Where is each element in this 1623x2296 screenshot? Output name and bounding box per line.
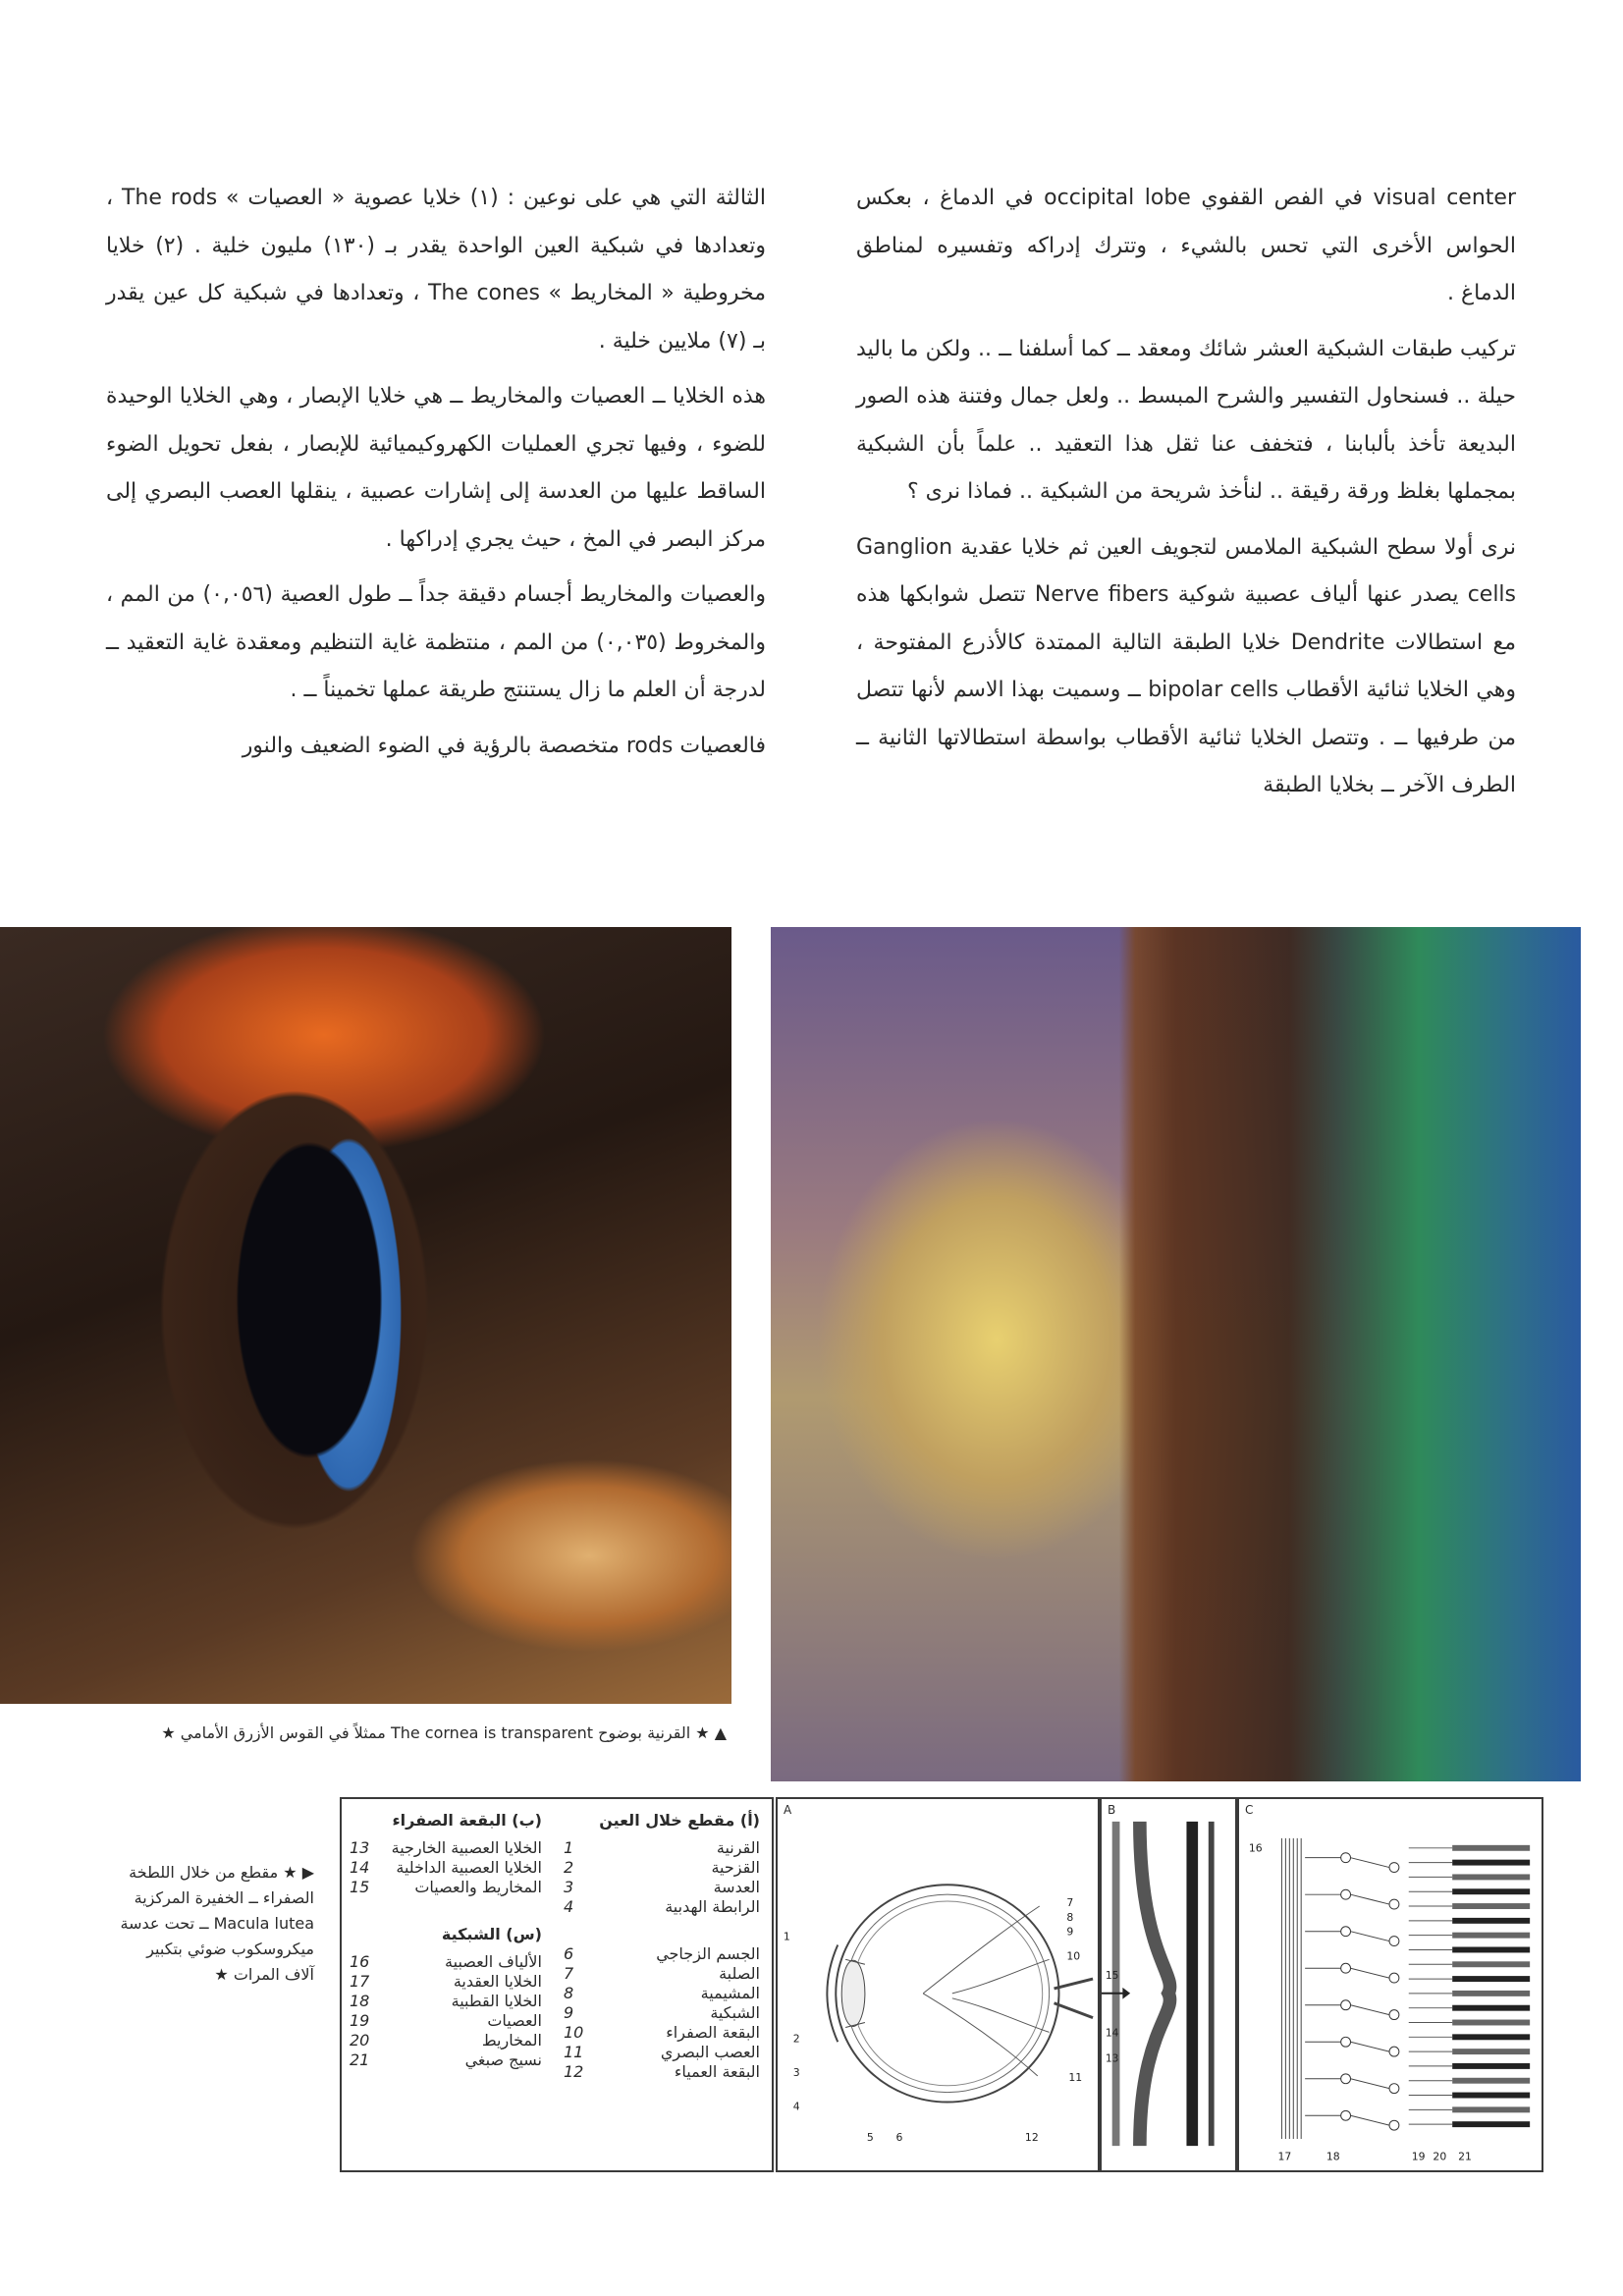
legend-item-label: العصيات xyxy=(487,2011,542,2030)
legend-item xyxy=(564,1858,760,1878)
ganglion-cell xyxy=(1341,2074,1351,2084)
legend-item xyxy=(564,2023,760,2043)
diagram-callout-number: 9 xyxy=(1066,1925,1074,1939)
legend-item-label: الصلبة xyxy=(719,1964,760,1983)
legend-item-number: 1 xyxy=(564,1838,574,1857)
cell-connection xyxy=(1351,1894,1389,1904)
legend-item xyxy=(564,2062,760,2082)
photoreceptor xyxy=(1452,1888,1530,1894)
legend-item-number: 19 xyxy=(350,2011,370,2030)
ganglion-cell xyxy=(1341,1889,1351,1899)
photoreceptor xyxy=(1452,2093,1530,2099)
legend-item-number: 18 xyxy=(350,1992,370,2010)
legend-column-eye-section xyxy=(564,1811,760,2082)
ganglion-cell xyxy=(1341,2037,1351,2047)
legend-item-label: الجسم الزجاجي xyxy=(656,1944,760,1963)
left-text-column xyxy=(106,175,766,778)
legend-item-label: العصب البصري xyxy=(660,2043,760,2061)
ganglion-cell xyxy=(1341,1927,1351,1937)
bipolar-cell xyxy=(1389,1863,1399,1873)
retina-cell-network xyxy=(1239,1799,1542,2170)
paragraph: تركيب طبقات الشبكية العشر شائك ومعقد ــ كما أسلفنا ــ .. ولكن ما باليد حيلة .. فسنحاول التفسير والشرح المبسط .. ولعل جمال وفتنة هذه الصور البديعة تأخذ بألبابنا ، فتخفف عنا ثقل هذا التعقيد .. علماً بأن الشبكية بمجملها بغلظ ورقة رقيقة .. لنأخذ شريحة من الشبكية .. فماذا نرى ؟ xyxy=(856,336,1516,504)
diagram-callout-number: 14 xyxy=(1105,2026,1119,2040)
legend-item-label: الشبكية xyxy=(710,2003,760,2022)
photoreceptor xyxy=(1452,1976,1530,1982)
legend-item xyxy=(564,1878,760,1897)
legend-title: (س) الشبكية xyxy=(441,1925,542,1943)
photoreceptor xyxy=(1452,2106,1530,2112)
legend-item-number: 16 xyxy=(350,1952,370,1971)
legend-item xyxy=(350,1952,542,1972)
legend-item-number: 2 xyxy=(564,1858,574,1877)
legend-item-number: 6 xyxy=(564,1944,574,1963)
photoreceptor xyxy=(1452,2005,1530,2011)
legend-item-label: الخلايا القطبية xyxy=(451,1992,542,2010)
legend-item-number: 8 xyxy=(564,1984,574,2002)
legend-item-number: 21 xyxy=(350,2050,370,2069)
legend-item-label: الخلايا العصبية الداخلية xyxy=(396,1858,542,1877)
diagram-callout-number: 19 xyxy=(1411,2150,1426,2163)
diagram-callout-number: 12 xyxy=(1024,2131,1039,2145)
retina-cells-diagram xyxy=(1237,1797,1543,2172)
bipolar-cell xyxy=(1389,2084,1399,2094)
diagram-callout-number: 7 xyxy=(1066,1895,1074,1909)
cell-connection xyxy=(1351,2115,1389,2125)
ganglion-cell xyxy=(1341,2110,1351,2120)
legend-item-number: 14 xyxy=(350,1858,370,1877)
eye-cross-section xyxy=(778,1799,1098,2170)
legend-item-label: المخاريط والعصيات xyxy=(414,1878,542,1896)
cell-connection xyxy=(1351,2005,1389,2015)
legend-item-number: 12 xyxy=(564,2062,584,2081)
legend-item-number: 4 xyxy=(564,1897,574,1916)
diagram-callout-number: 5 xyxy=(866,2131,874,2145)
paragraph: فالعصيات rods متخصصة بالرؤية في الضوء الضعيف والنور xyxy=(242,733,766,758)
diagram-callout-number: 10 xyxy=(1066,1949,1081,1963)
photoreceptor xyxy=(1452,1903,1530,1909)
photoreceptor xyxy=(1452,2078,1530,2084)
diagram-callout-number: 13 xyxy=(1105,2051,1119,2065)
right-text-column xyxy=(856,175,1516,818)
cell-connection xyxy=(1351,1858,1389,1868)
legend-item xyxy=(564,2003,760,2023)
legend-item-label: البقعة العمياء xyxy=(674,2062,760,2081)
legend-item xyxy=(350,1992,542,2011)
diagram-callout-number: 4 xyxy=(792,2100,800,2113)
bipolar-cell xyxy=(1389,1899,1399,1909)
legend-item xyxy=(350,1878,542,1897)
legend-item xyxy=(564,1964,760,1984)
panel-label: C xyxy=(1245,1803,1254,1817)
eye-cornea-photo xyxy=(0,927,731,1704)
legend-item-number: 11 xyxy=(564,2043,584,2061)
diagram-legend xyxy=(340,1797,774,2172)
cell-connection xyxy=(1351,2042,1389,2051)
legend-item xyxy=(564,1984,760,2003)
legend-column-macula xyxy=(350,1811,542,2070)
macula-layers xyxy=(1102,1799,1235,2170)
legend-item xyxy=(564,1897,760,1917)
diagram-callout-number: 6 xyxy=(895,2131,903,2145)
photoreceptor xyxy=(1452,2034,1530,2040)
photoreceptor xyxy=(1452,1845,1530,1851)
ganglion-cell xyxy=(1341,1963,1351,1973)
legend-item xyxy=(350,1838,542,1858)
diagram-callout-number: 21 xyxy=(1458,2150,1472,2163)
macula-diagram xyxy=(1100,1797,1237,2172)
diagram-callout-number: 1 xyxy=(783,1930,790,1943)
macula-caption: ▶ ★ مقطع من خلال اللطخة الصفراء ــ الخفيرة المركزية Macula lutea ــ تحت عدسة ميكروسكوب ضوئي بتكبير آلاف المرات ★ xyxy=(120,1863,314,1984)
photoreceptor xyxy=(1452,2020,1530,2026)
photoreceptor xyxy=(1452,1860,1530,1866)
diagram-callout-number: 2 xyxy=(792,2032,800,2046)
legend-item xyxy=(350,1858,542,1878)
diagram-callout-number: 11 xyxy=(1068,2070,1083,2084)
legend-item-number: 20 xyxy=(350,2031,370,2050)
bipolar-cell xyxy=(1389,2010,1399,2020)
legend-item-label: المخاريط xyxy=(481,2031,542,2050)
bipolar-cell xyxy=(1389,2120,1399,2130)
eye-photo-caption: ▲ ★ القرنية بوضوح The cornea is transparent ممثلاً في القوس الأزرق الأمامي ★ xyxy=(161,1723,727,1742)
panel-label: B xyxy=(1108,1803,1116,1817)
legend-item-number: 7 xyxy=(564,1964,574,1983)
ganglion-cell xyxy=(1341,2000,1351,2010)
photoreceptor xyxy=(1452,2121,1530,2127)
paragraph: هذه الخلايا ــ العصيات والمخاريط ــ هي خلايا الإبصار ، وهي الخلايا الوحيدة للضوء ، وفيها تجري العمليات الكهروكيميائية للإبصار ، بفعل تحويل الضوء الساقط عليها من العدسة إلى إشارات عصبية ، ينقلها العصب البصري إلى مركز البصر في المخ ، حيث يجري إدراكها . xyxy=(106,384,766,552)
photoreceptor xyxy=(1452,2049,1530,2054)
legend-item xyxy=(350,1972,542,1992)
legend-item xyxy=(564,2043,760,2062)
paragraph: والعصيات والمخاريط أجسام دقيقة جداً ــ طول العصية (٠,٠٥٦) من المم ، والمخروط (٠,٠٣٥) من المم ، منتظمة غاية التنظيم ومعقدة غاية التعقيد ــ لدرجة أن العلم ما زال يستنتج طريقة عملها تخميناً ــ . xyxy=(106,582,766,702)
legend-item-label: الرابطة الهدبية xyxy=(665,1897,760,1916)
legend-item-number: 10 xyxy=(564,2023,584,2042)
bipolar-cell xyxy=(1389,2047,1399,2056)
legend-item-label: الألياف العصبية xyxy=(445,1952,542,1971)
cell-connection xyxy=(1351,1968,1389,1978)
legend-item-label: الخلايا العصبية الخارجية xyxy=(391,1838,542,1857)
photoreceptor xyxy=(1452,1874,1530,1880)
paragraph: visual center في الفص القفوي occipital lobe في الدماغ ، بعكس الحواس الأخرى التي تحس بالشيء ، وتترك إدراكه وتفسيره لمناطق الدماغ . xyxy=(856,186,1516,305)
legend-item-number: 9 xyxy=(564,2003,574,2022)
ganglion-cell xyxy=(1341,1853,1351,1863)
paragraph: نرى أولا سطح الشبكية الملامس لتجويف العين ثم خلايا عقدية Ganglion cells يصدر عنها ألياف عصبية شوكية Nerve fibers تتصل شوابكها هذه مع استطالات Dendrite خلايا الطبقة التالية الممتدة كالأذرع المفتوحة ، وهي الخلايا ثنائية الأقطاب bipolar cells ــ وسميت بهذا الاسم لأنها تتصل من طرفيها ــ . وتتصل الخلايا ثنائية الأقطاب بواسطة استطالاتها الثانية ــ الطرف الآخر ــ بخلايا الطبقة xyxy=(856,534,1517,797)
legend-item-label: الخلايا العقدية xyxy=(453,1972,542,1991)
legend-item-label: العدسة xyxy=(713,1878,760,1896)
photoreceptor xyxy=(1452,1961,1530,1967)
paragraph: الثالثة التي هي على نوعين : (١) خلايا عصوية « العصيات » The rods ، وتعدادها في شبكية العين الواحدة يقدر بـ (١٣٠) مليون خلية . (٢) خلايا مخروطية « المخاريط » The cones ، وتعدادها في شبكية كل عين يقدر بـ (٧) ملايين خلية . xyxy=(106,186,767,354)
diagram-callout-number: 20 xyxy=(1433,2150,1447,2163)
diagram-callout-number: 8 xyxy=(1066,1910,1074,1924)
legend-item xyxy=(350,2011,542,2031)
diagram-callout-number: 3 xyxy=(792,2065,800,2079)
legend-title: (ب) البقعة الصفراء xyxy=(392,1811,542,1830)
cell-connection xyxy=(1351,1932,1389,1941)
diagram-callout-number: 16 xyxy=(1248,1841,1263,1855)
cell-connection xyxy=(1351,2079,1389,2089)
legend-item-number: 15 xyxy=(350,1878,370,1896)
legend-item xyxy=(350,2031,542,2050)
legend-item xyxy=(564,1838,760,1858)
legend-item-number: 17 xyxy=(350,1972,370,1991)
diagram-callout-number: 15 xyxy=(1105,1969,1119,1983)
legend-item-label: القرنية xyxy=(716,1838,760,1857)
bipolar-cell xyxy=(1389,1973,1399,1983)
bipolar-cell xyxy=(1389,1937,1399,1946)
legend-title: (أ) مقطع خلال العين xyxy=(599,1811,760,1830)
photoreceptor xyxy=(1452,1933,1530,1939)
eye-section-diagram xyxy=(776,1797,1100,2172)
photoreceptor xyxy=(1452,1918,1530,1924)
legend-item xyxy=(564,1944,760,1964)
legend-item-label: البقعة الصفراء xyxy=(666,2023,760,2042)
macula-micrograph-photo xyxy=(771,927,1581,1781)
diagram-callout-number: 18 xyxy=(1325,2150,1340,2163)
legend-item-label: نسيج صبغي xyxy=(464,2050,542,2069)
photoreceptor xyxy=(1452,2063,1530,2069)
diagram-callout-number: 17 xyxy=(1277,2150,1292,2163)
legend-item-number: 13 xyxy=(350,1838,370,1857)
photoreceptor xyxy=(1452,1991,1530,1996)
panel-label: A xyxy=(784,1803,792,1817)
legend-item-number: 3 xyxy=(564,1878,574,1896)
legend-item-label: القزحية xyxy=(711,1858,760,1877)
photoreceptor xyxy=(1452,1947,1530,1953)
legend-item xyxy=(350,2050,542,2070)
legend-item-label: المشيمية xyxy=(700,1984,760,2002)
